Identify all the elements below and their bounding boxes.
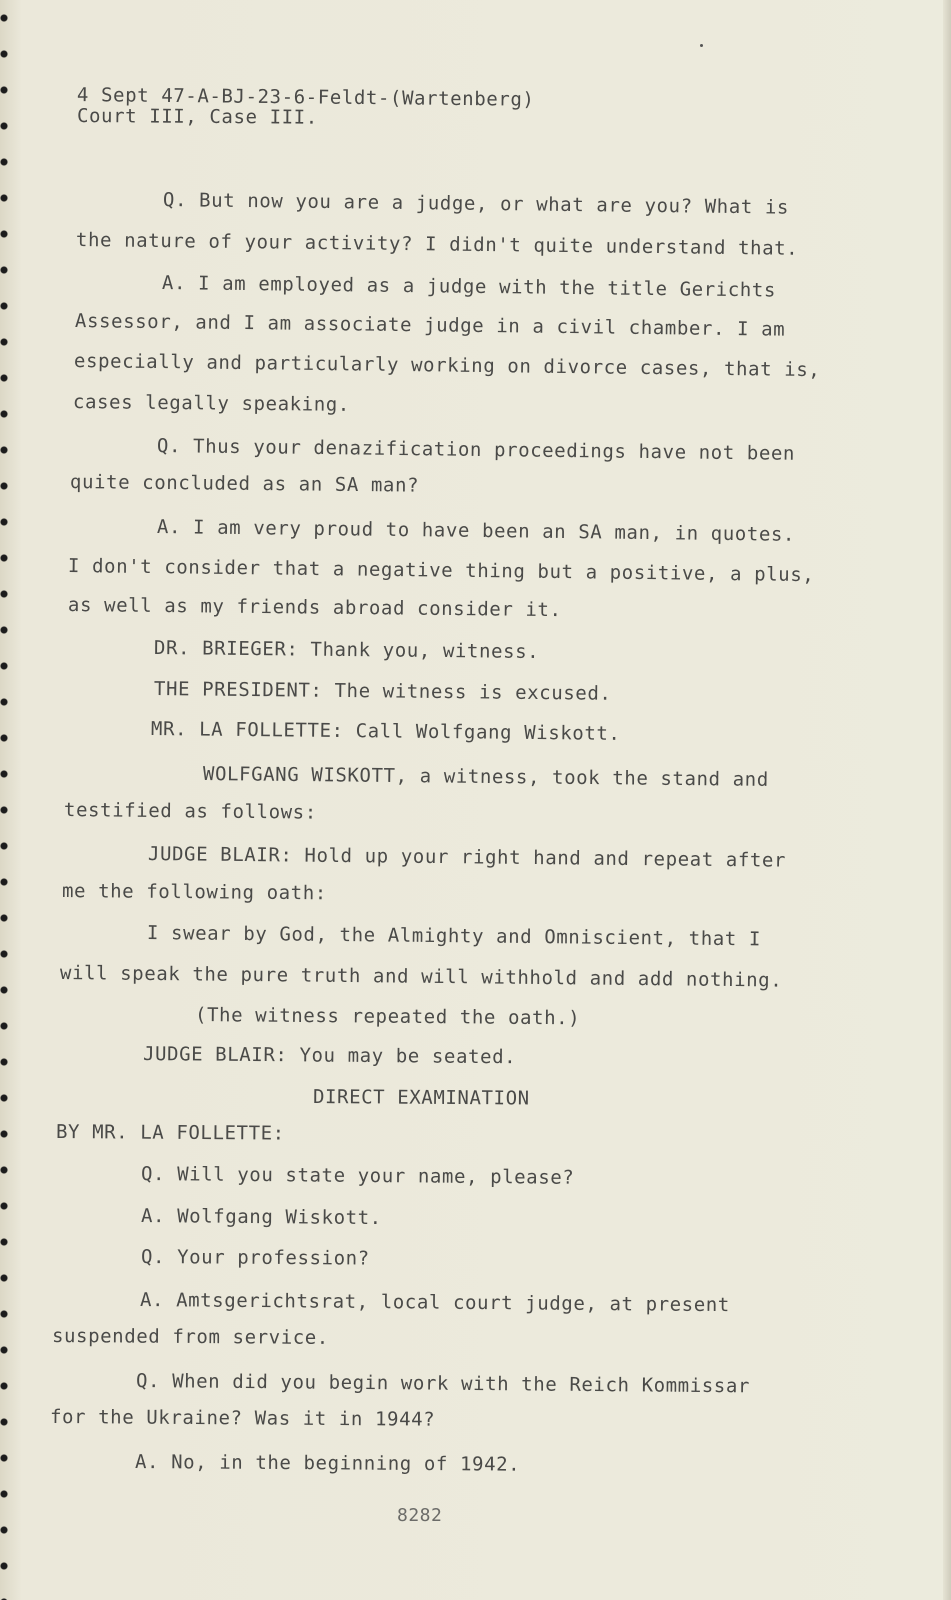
page-edge bbox=[943, 0, 951, 1600]
header-line-1: 4 Sept 47-A-BJ-23-6-Feldt-(Wartenberg) bbox=[76, 84, 535, 111]
text-line: Q. Will you state your name, please? bbox=[140, 1163, 575, 1189]
text-line: DR. BRIEGER: Thank you, witness. bbox=[153, 637, 540, 664]
text-line: BY MR. LA FOLLETTE: bbox=[55, 1121, 285, 1145]
text-line: especially and particularly working on divorce cases, that is, bbox=[73, 350, 821, 382]
text-line: A. I am employed as a judge with the title Gerichts bbox=[161, 272, 777, 302]
text-line: MR. LA FOLLETTE: Call Wolfgang Wiskott. bbox=[150, 718, 621, 745]
text-line: testified as follows: bbox=[63, 799, 317, 824]
text-line: Q. Your profession? bbox=[140, 1246, 370, 1270]
text-line: I swear by God, the Almighty and Omniscient, that I bbox=[146, 922, 762, 951]
text-line: JUDGE BLAIR: You may be seated. bbox=[142, 1043, 517, 1069]
text-line: the nature of your activity? I didn't quite understand that. bbox=[75, 229, 799, 260]
text-line: JUDGE BLAIR: Hold up your right hand and repeat after bbox=[147, 843, 787, 872]
text-line: A. Amtsgerichtsrat, local court judge, at present bbox=[139, 1289, 730, 1317]
text-line: as well as my friends abroad consider it. bbox=[67, 594, 562, 622]
text-line: Q. Thus your denazification proceedings have not been bbox=[156, 435, 796, 465]
text-line: will speak the pure truth and will withhold and add nothing. bbox=[59, 962, 783, 992]
header-line-2: Court III, Case III. bbox=[76, 105, 318, 129]
text-line: THE PRESIDENT: The witness is excused. bbox=[153, 678, 612, 705]
speck bbox=[700, 44, 703, 47]
text-line: Q. When did you begin work with the Reich Kommissar bbox=[135, 1370, 751, 1398]
text-line: quite concluded as an SA man? bbox=[69, 471, 420, 497]
text-line: A. Wolfgang Wiskott. bbox=[140, 1205, 382, 1230]
section-heading: DIRECT EXAMINATION bbox=[312, 1086, 530, 1110]
binding-holes bbox=[0, 0, 12, 1600]
text-line: suspended from service. bbox=[51, 1325, 329, 1349]
text-line: I don't consider that a negative thing but a positive, a plus, bbox=[67, 555, 815, 587]
text-line: cases legally speaking. bbox=[72, 391, 351, 416]
text-line: Assessor, and I am associate judge in a civil chamber. I am bbox=[74, 310, 786, 341]
text-line: Q. But now you are a judge, or what are you? What is bbox=[162, 189, 790, 219]
text-line: A. I am very proud to have been an SA man, in quotes. bbox=[156, 516, 796, 546]
text-line: A. No, in the beginning of 1942. bbox=[134, 1451, 521, 1476]
text-line: for the Ukraine? Was it in 1944? bbox=[49, 1406, 436, 1431]
text-line: me the following oath: bbox=[61, 880, 327, 905]
page-number: 8282 bbox=[397, 1505, 443, 1526]
text-line: WOLFGANG WISKOTT, a witness, took the stand and bbox=[202, 763, 769, 791]
text-line: (The witness repeated the oath.) bbox=[194, 1004, 581, 1030]
